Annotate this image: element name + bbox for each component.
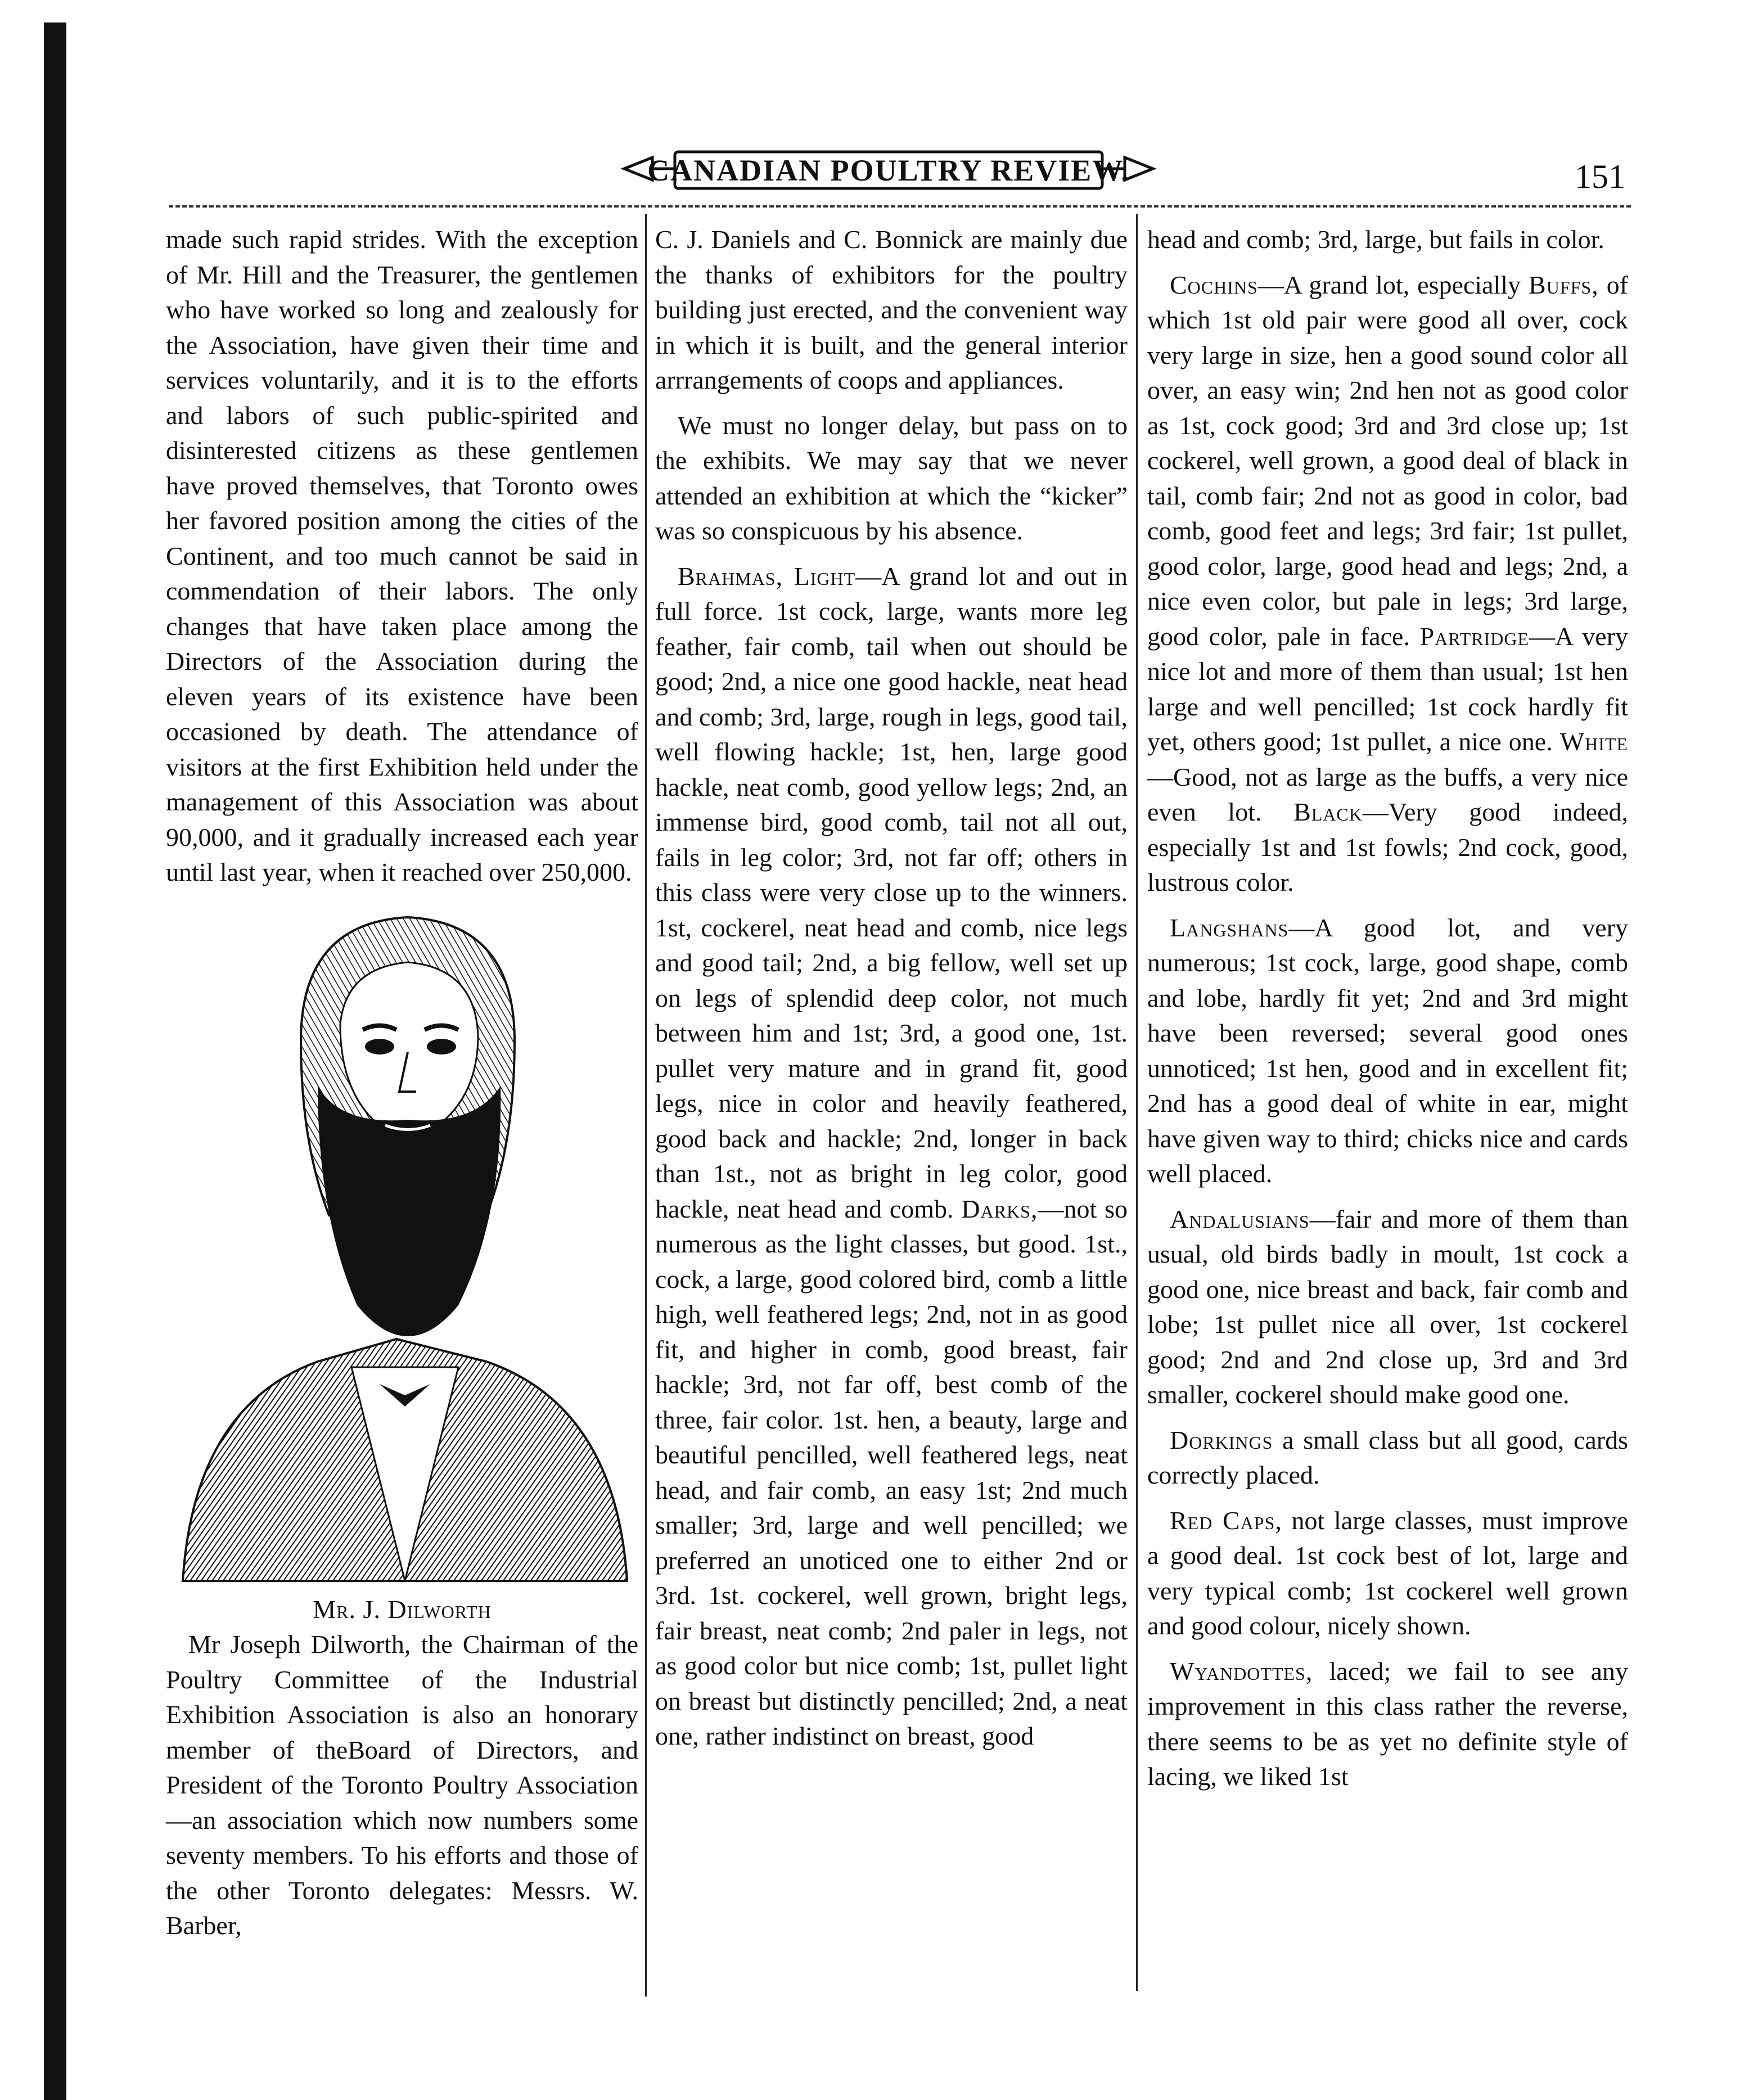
breed-text: —Very good indeed, especially 1st and 1st fowls; 2nd cock, good, lustrous color.: [1147, 797, 1628, 896]
breed-text: —A grand lot and out in full force. 1st cock, large, wants more leg feather, fair comb, tail when out should be good; 2nd, a nice one good hackle, neat head and comb; 3rd, large, rough in legs, good tail, well flowing hackle; 1st, hen, large good hackle, neat comb, good yellow legs; 2nd, an immense bird, good comb, tail not all out, fails in leg color; 3rd, not far off; others in this class were very close up to the winners. 1st, cockerel, neat head and comb, nice legs and good tail; 2nd, a big fellow, well set up on legs of splendid deep color, not much between him and 1st; 3rd, a good one, 1st. pullet very mature and in grand fit, good legs, nice in color and heavily feathered, good back and hackle; 2nd, longer in back than 1st., not as bright in leg color, good hackle, neat head and comb.: [655, 561, 1128, 1223]
breed-heading: Dorkings: [1170, 1425, 1273, 1454]
breed-text: not large classes, must improve a good deal. 1st cock best of lot, large and very typical comb; 1st cockerel well grown and good colour, nicely shown.: [1147, 1506, 1628, 1640]
portrait-caption: Mr. J. Dilworth: [313, 1594, 492, 1624]
paragraph: made such rapid strides. With the exception of Mr. Hill and the Treasurer, the gentlemen who have worked so long and zealously for the Association, have given their time and services voluntarily, and it is to the efforts and labors of such public-spirited and disinterested citizens as these gentlemen have proved themselves, that Toronto owes her favored position among the cities of the Continent, and too much cannot be said in commendation of their labors. The only changes that have taken place among the Directors of the Association during the eleven years of its existence have been occasioned by death. The attendance of visitors at the first Exhibition held under the management of this Association was about 90,000, and it gradually increased each year until last year, when it reached over 250,000.: [166, 225, 638, 886]
breed-heading: Darks,: [961, 1194, 1038, 1223]
paragraph: head and comb; 3rd, large, but fails in color.: [1147, 225, 1604, 254]
breed-heading: Partridge: [1419, 621, 1530, 651]
masthead: [619, 138, 1159, 200]
breed-heading: White: [1559, 727, 1628, 756]
breed-text: —fair and more of them than usual, old birds badly in moult, 1st cock a good one, nice breast and back, fair comb and lobe; 1st pullet nice all over, 1st cockerel good; 2nd and 2nd close up, 3rd and 3rd smaller, cockerel should make good one.: [1147, 1204, 1628, 1409]
breed-text: —Good, not as large as the buffs, a very nice even lot.: [1147, 762, 1628, 826]
breed-heading: Andalusians: [1170, 1204, 1310, 1233]
header-rule: [169, 205, 1631, 208]
breed-heading: Buffs,: [1529, 270, 1599, 299]
column-rule: [645, 214, 647, 1997]
paragraph: [655, 559, 1128, 1754]
paragraph: We must no longer delay, but pass on to the exhibits. We may say that we never attended an exhibition at which the “kicker” was so conspicuous by his absence.: [655, 411, 1128, 545]
breed-text: of which 1st old pair were good all over, cock very large in size, hen a good sound color all over, an easy win; 2nd hen not as good color as 1st, cock good; 3rd and 3rd close up; 1st cockerel, well grown, a good deal of black in tail, comb fair; 2nd not as good in color, bad comb, good feet and legs; 3rd fair; 1st pullet, good color, large, good head and legs; 2nd, a nice even color, but pale in legs; 3rd large, good color, pale in face.: [1147, 270, 1629, 651]
breed-text: a small class but all good, cards correctly placed.: [1147, 1425, 1628, 1489]
column-1: [166, 222, 638, 1954]
breed-heading: Brahmas, Light: [678, 561, 856, 591]
breed-text: laced; we fail to see any improvement in this class rather the reverse, there seems to be as yet no definite style of lacing, we liked 1st: [1147, 1656, 1628, 1791]
breed-heading: Cochins: [1170, 270, 1258, 299]
masthead-title: CANADIAN POULTRY REVIEW.: [647, 154, 1130, 187]
paragraph: C. J. Daniels and C. Bonnick are mainly due the thanks of exhibitors for the poultry building just erected, and the convenient way in which it is built, and the general interior arrrangements of coops and appliances.: [655, 225, 1128, 394]
breed-heading: Red Caps,: [1170, 1506, 1282, 1535]
column-rule: [1136, 214, 1138, 1991]
breed-text: —A grand lot, especially: [1257, 270, 1521, 299]
column-3: [1147, 222, 1628, 1805]
paragraph: Mr Joseph Dilworth, the Chairman of the Poultry Committee of the Industrial Exhibition Association is also an honorary member of theBoard of Directors, and President of the Toronto Poultry Association—an association which now numbers some seventy members. To his efforts and those of the other Toronto delegates: Messrs. W. Barber,: [166, 1630, 638, 1940]
paragraph: [1147, 1202, 1628, 1413]
paragraph: [1147, 911, 1628, 1192]
column-2: [655, 222, 1128, 1764]
paragraph: [1147, 1654, 1628, 1795]
breed-heading: Wyandottes,: [1170, 1656, 1313, 1686]
breed-text: —A very nice lot and more of them than usual; 1st hen large and well pencilled; 1st cock hardly fit yet, others good; 1st pullet, a nice one.: [1147, 621, 1629, 756]
breed-heading: Black: [1293, 797, 1363, 826]
portrait-engraving: [172, 900, 638, 1587]
breed-text: —not so numerous as the light classes, but good. 1st., cock, a large, good colored bird, comb a little high, well feathered legs; 2nd, not in as good fit, and higher in comb, good breast, fair hackle; 3rd, not far off, best comb of the three, fair color. 1st. hen, a beauty, large and beautiful pencilled, well feathered legs, neat head, and fair comb, an easy 1st; 2nd much smaller; 3rd, large and well pencilled; we preferred an unoticed one to either 2nd or 3rd. 1st. cockerel, well grown, bright legs, fair breast, neat comb; 2nd paler in legs, not as good color but nice comb; 1st, pullet light on breast but distinctly pencilled; 2nd, a neat one, rather indistinct on breast, good: [655, 1194, 1128, 1750]
paragraph: [1147, 1503, 1628, 1644]
binding-edge: [44, 22, 66, 2100]
breed-heading: Langshans: [1170, 913, 1289, 942]
paragraph: [1147, 1423, 1628, 1493]
page-number: 151: [1575, 158, 1625, 195]
paragraph: [1147, 268, 1628, 900]
breed-text: —A good lot, and very numerous; 1st cock, large, good shape, comb and lobe, hardly fit yet; 2nd and 3rd might have been reversed; several good ones unnoticed; 1st hen, good and in excellent fit; 2nd has a good deal of white in ear, might have given way to third; chicks nice and cards well placed.: [1147, 913, 1628, 1188]
